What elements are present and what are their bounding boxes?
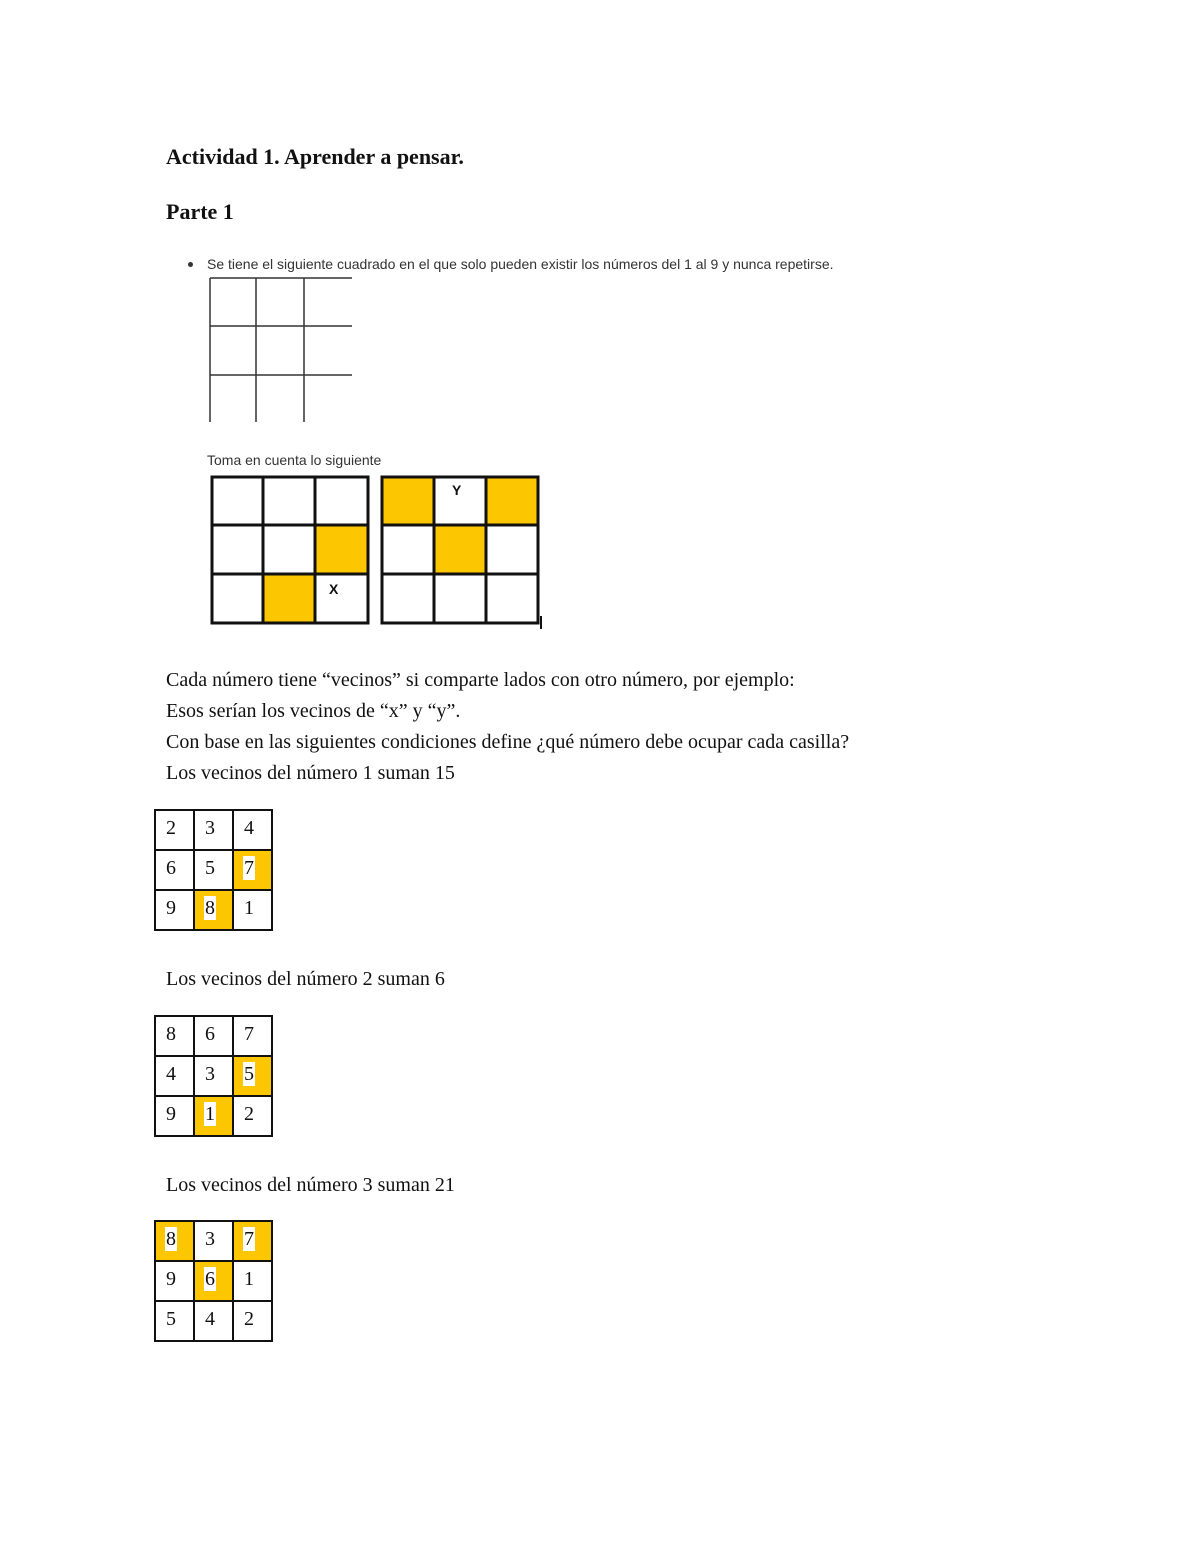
number-grid-1	[154, 809, 273, 931]
grid-cell: 5	[195, 851, 232, 889]
grid-cell-highlighted: 1	[195, 1097, 232, 1135]
neighbor-cell	[315, 526, 367, 574]
grid-cell: 6	[195, 1017, 232, 1055]
grid-cell: 9	[156, 1097, 193, 1135]
example-grids	[205, 472, 550, 632]
grid-cell: 2	[156, 811, 193, 849]
number-grid-2	[154, 1015, 273, 1137]
grid-cell-highlighted: 8	[156, 1222, 193, 1260]
grid-cell: 3	[195, 1222, 232, 1260]
grid-cell: 2	[234, 1302, 271, 1340]
section-heading: Parte 1	[166, 199, 234, 224]
note-text: Toma en cuenta lo siguiente	[207, 452, 382, 468]
neighbor-cell	[263, 574, 315, 622]
x-label: X	[329, 581, 339, 597]
grid-cell-highlighted: 7	[234, 851, 271, 889]
grid-cell: 5	[156, 1302, 193, 1340]
example-grid-x	[212, 477, 368, 623]
empty-grid	[205, 274, 355, 426]
grid-cell: 2	[234, 1097, 271, 1135]
grid-cell: 4	[195, 1302, 232, 1340]
grid-cell: 7	[234, 1017, 271, 1055]
bullet-icon	[188, 262, 193, 267]
grid-cell: 4	[234, 811, 271, 849]
neighbor-cell	[382, 478, 434, 526]
grid-cell-highlighted: 6	[195, 1262, 232, 1300]
bullet-text: Se tiene el siguiente cuadrado en el que solo pueden existir los números del 1 al 9 y nunca repetirse.	[207, 256, 834, 272]
condition-1: Los vecinos del número 1 suman 15	[166, 762, 455, 784]
grid-cell: 1	[234, 891, 271, 929]
paragraph-line-3: Con base en las siguientes condiciones define ¿qué número debe ocupar cada casilla?	[166, 731, 850, 753]
y-label: Y	[452, 482, 462, 498]
grid-cell-highlighted: 5	[234, 1057, 271, 1095]
neighbor-cell	[434, 526, 486, 574]
grid-cell: 6	[156, 851, 193, 889]
example-grid-y	[382, 477, 541, 629]
grid-cell: 3	[195, 811, 232, 849]
number-grid-3	[154, 1220, 273, 1342]
paragraph-line-2: Esos serían los vecinos de “x” y “y”.	[166, 700, 461, 722]
grid-cell: 1	[234, 1262, 271, 1300]
condition-3: Los vecinos del número 3 suman 21	[166, 1174, 455, 1196]
grid-cell: 9	[156, 891, 193, 929]
grid-cell: 9	[156, 1262, 193, 1300]
neighbor-cell	[486, 478, 538, 526]
paragraph-line-1: Cada número tiene “vecinos” si comparte lados con otro número, por ejemplo:	[166, 669, 795, 691]
page-title: Actividad 1. Aprender a pensar.	[166, 144, 464, 169]
grid-cell: 3	[195, 1057, 232, 1095]
grid-cell-highlighted: 8	[195, 891, 232, 929]
grid-cell: 4	[156, 1057, 193, 1095]
grid-cell: 8	[156, 1017, 193, 1055]
condition-2: Los vecinos del número 2 suman 6	[166, 968, 445, 990]
grid-cell-highlighted: 7	[234, 1222, 271, 1260]
